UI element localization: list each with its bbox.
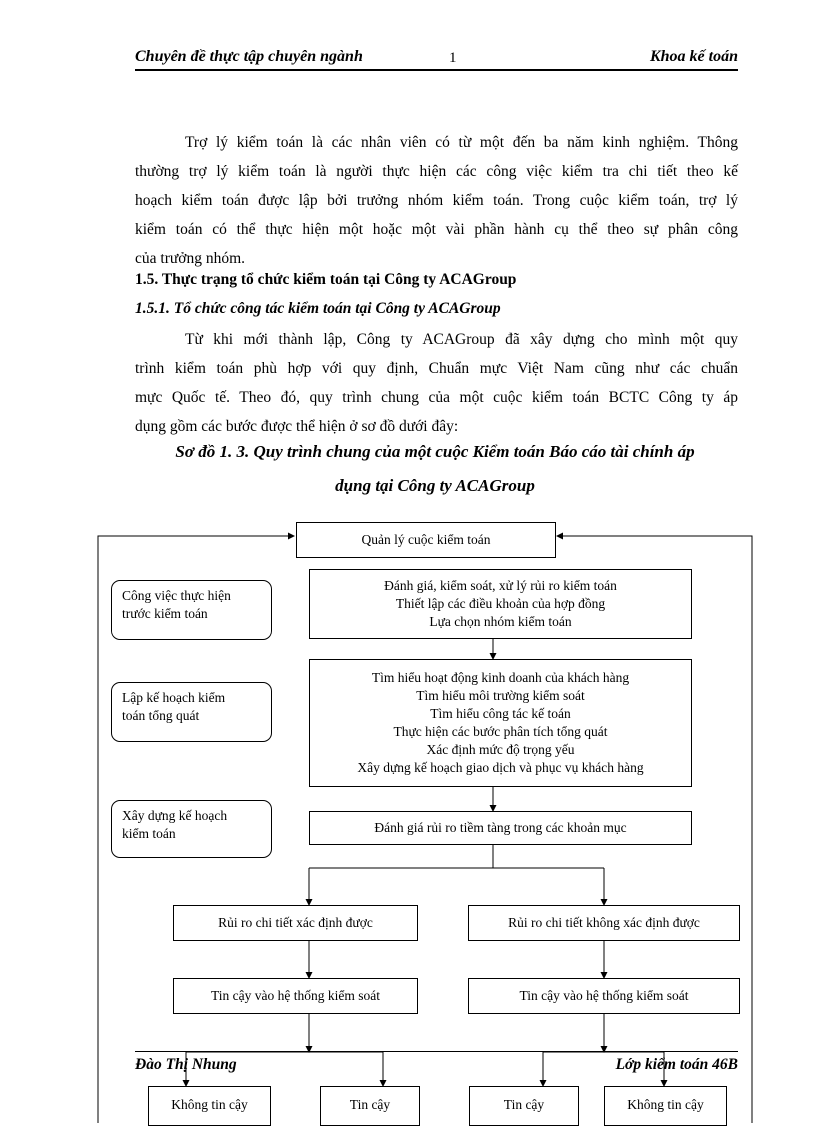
box-audit-management	[296, 522, 556, 558]
box-line: Tìm hiểu công tác kế toán	[430, 706, 571, 721]
label-line: trước kiểm toán	[122, 606, 208, 621]
box-text: Rủi ro chi tiết không xác định được	[508, 915, 700, 930]
box-outcome-not-trusted	[148, 1086, 271, 1126]
box-outcome-trusted	[469, 1086, 579, 1126]
box-text: Tin cậy	[349, 1097, 391, 1112]
footer-class: Lớp kiểm toán 46B	[615, 1056, 738, 1073]
box-text: Tin cậy vào hệ thống kiểm soát	[519, 988, 689, 1003]
box-risk-unidentified	[468, 905, 740, 941]
paragraph-line: Từ khi mới thành lập, Công ty ACAGroup đã xây dựng cho mình một quy	[185, 331, 738, 348]
box-text: Rủi ro chi tiết xác định được	[218, 915, 373, 930]
paragraph-line: mực Quốc tế. Theo đó, quy trình chung của một cuộc kiểm toán BCTC Công ty áp	[135, 389, 738, 406]
paragraph-line: của trưởng nhóm.	[135, 250, 246, 267]
box-text: Không tin cậy	[171, 1097, 248, 1112]
box-trust-control-right	[468, 978, 740, 1014]
paragraph-line: dụng gồm các bước được thể hiện ở sơ đồ dưới đây:	[135, 418, 459, 435]
box-outcome-trusted	[320, 1086, 420, 1126]
box-text: Không tin cậy	[627, 1097, 704, 1112]
box-outcome-not-trusted	[604, 1086, 727, 1126]
box-line: Lựa chọn nhóm kiểm toán	[429, 614, 572, 629]
box-line: Xây dựng kế hoạch giao dịch và phục vụ khách hàng	[357, 760, 644, 775]
box-text: Tin cậy	[503, 1097, 545, 1112]
label-line: Công việc thực hiện	[122, 588, 231, 603]
footer-author: Đào Thị Nhung	[135, 1056, 237, 1073]
paragraph-line: kiểm toán có thể thực hiện một hoặc một vài phần hành cụ thể theo sự phân công	[135, 221, 738, 238]
box-pre-audit-steps	[309, 569, 692, 639]
diagram-caption-line1: Sơ đồ 1. 3. Quy trình chung của một cuộc Kiểm toán Báo cáo tài chính áp	[175, 442, 695, 461]
label-line: kiểm toán	[122, 826, 176, 841]
subsection-heading: 1.5.1. Tổ chức công tác kiểm toán tại Công ty ACAGroup	[135, 300, 501, 317]
label-line: toán tổng quát	[122, 708, 200, 723]
header-title: Chuyên đề thực tập chuyên ngành	[135, 48, 363, 65]
label-pre-audit	[111, 580, 272, 640]
paragraph-line: Trợ lý kiểm toán là các nhân viên có từ một đến ba năm kinh nghiệm. Thông	[185, 134, 738, 151]
box-line: Tìm hiểu hoạt động kinh doanh của khách hàng	[371, 670, 630, 685]
box-inherent-risk	[309, 811, 692, 845]
label-general-plan	[111, 682, 272, 742]
page-number: 1	[449, 50, 457, 66]
box-risk-identified	[173, 905, 418, 941]
label-line: Xây dựng kế hoạch	[122, 808, 228, 823]
label-audit-plan	[111, 800, 272, 858]
box-line: Thiết lập các điều khoản của hợp đồng	[395, 596, 606, 611]
label-line: Lập kế hoạch kiểm	[122, 690, 226, 705]
box-line: Thực hiện các bước phân tích tổng quát	[393, 724, 608, 739]
box-line: Tìm hiểu môi trường kiểm soát	[416, 688, 585, 703]
box-planning-steps	[309, 659, 692, 787]
box-text: Đánh giá rủi ro tiềm tàng trong các khoản mục	[374, 820, 627, 835]
box-trust-control-left	[173, 978, 418, 1014]
box-text: Tin cậy vào hệ thống kiểm soát	[211, 988, 380, 1003]
paragraph-line: trình kiểm toán phù hợp với quy định, Chuẩn mực Việt Nam cũng như các chuẩn	[135, 360, 738, 377]
header-department: Khoa kế toán	[649, 48, 738, 65]
diagram-caption-line2: dụng tại Công ty ACAGroup	[335, 476, 535, 495]
footer-rule	[135, 1051, 738, 1052]
box-line: Xác định mức độ trọng yếu	[426, 742, 575, 757]
paragraph-line: thường trợ lý kiểm toán là người thực hiện các công việc kiểm tra chi tiết theo kế	[135, 163, 738, 180]
box-line: Đánh giá, kiểm soát, xử lý rủi ro kiểm toán	[384, 578, 617, 593]
box-text: Quản lý cuộc kiểm toán	[361, 532, 491, 547]
paragraph-line: hoạch kiểm toán được lập bởi trưởng nhóm kiểm toán. Trong cuộc kiểm toán, trợ lý	[135, 192, 738, 209]
section-heading: 1.5. Thực trạng tổ chức kiểm toán tại Công ty ACAGroup	[135, 271, 517, 288]
